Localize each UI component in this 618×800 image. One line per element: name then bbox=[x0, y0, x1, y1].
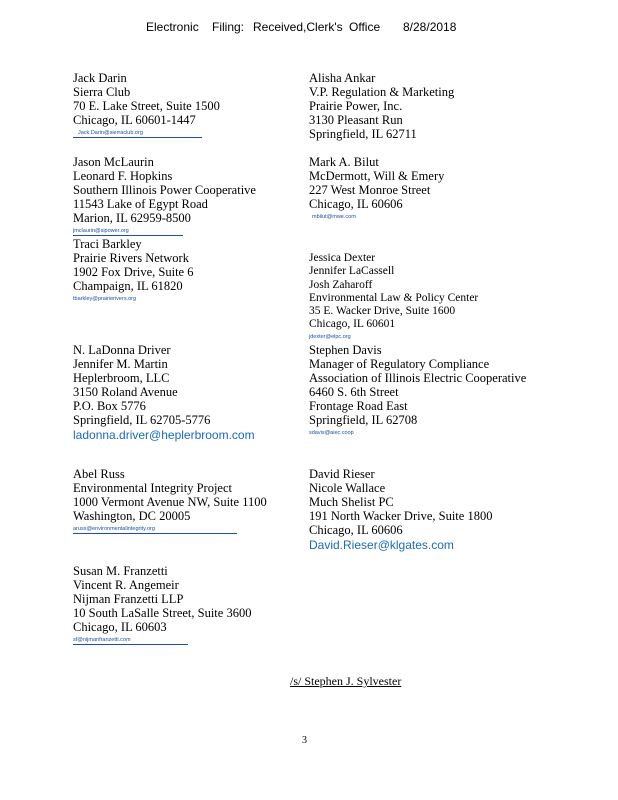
contact-title: V.P. Regulation & Marketing bbox=[309, 85, 455, 99]
contact-address: 10 South LaSalle Street, Suite 3600 bbox=[73, 606, 252, 620]
contact-jason-mclaurin bbox=[73, 155, 256, 236]
contact-name: Traci Barkley bbox=[73, 237, 142, 251]
contact-city: Marion, IL 62959-8500 bbox=[73, 211, 191, 225]
contact-name-3: Josh Zaharoff bbox=[309, 278, 373, 291]
contact-city: Chicago, IL 60603 bbox=[73, 620, 167, 634]
email-underline bbox=[73, 644, 188, 645]
contact-org: Nijman Franzetti LLP bbox=[73, 592, 184, 606]
contact-org: Association of Illinois Electric Cooperative bbox=[309, 371, 527, 385]
contact-org: Southern Illinois Power Cooperative bbox=[73, 183, 256, 197]
contact-address: 1000 Vermont Avenue NW, Suite 1100 bbox=[73, 495, 267, 509]
contact-traci-barkley bbox=[73, 237, 193, 303]
contact-susan-franzetti bbox=[73, 564, 251, 645]
contact-address: 11543 Lake of Egypt Road bbox=[73, 197, 208, 211]
contact-name-2: Jennifer LaCassell bbox=[309, 265, 395, 278]
contact-email[interactable]: ladonna.driver@heplerbroom.com bbox=[73, 428, 255, 442]
contact-name: Jessica Dexter bbox=[309, 252, 376, 264]
contact-city: Chicago, IL 60601-1447 bbox=[73, 113, 196, 127]
contact-org: Much Shelist PC bbox=[309, 495, 394, 509]
contact-address: 1902 Fox Drive, Suite 6 bbox=[73, 265, 194, 279]
contact-name-2: Jennifer M. Martin bbox=[73, 357, 168, 371]
contact-name: Jason McLaurin bbox=[73, 155, 154, 169]
header-filing: Filing: bbox=[212, 20, 245, 34]
contact-email[interactable]: mbilut@mwe.com bbox=[312, 214, 356, 220]
signature-line: /s/ Stephen J. Sylvester bbox=[290, 674, 402, 688]
contact-address-2: Frontage Road East bbox=[309, 399, 408, 413]
contact-org: Heplerbroom, LLC bbox=[73, 371, 170, 385]
contact-org: Sierra Club bbox=[73, 85, 131, 99]
contact-address: 191 North Wacker Drive, Suite 1800 bbox=[309, 509, 493, 523]
contact-email[interactable]: jmclaurin@sipower.org bbox=[73, 228, 129, 234]
email-underline bbox=[73, 235, 183, 236]
contact-email[interactable]: sdavis@aiec.coop bbox=[309, 430, 354, 436]
email-underline bbox=[73, 533, 237, 534]
contact-address: 227 West Monroe Street bbox=[309, 183, 431, 197]
contact-email[interactable]: David.Rieser@klgates.com bbox=[309, 538, 454, 552]
contact-address: 6460 S. 6th Street bbox=[309, 385, 399, 399]
contact-name: N. LaDonna Driver bbox=[73, 343, 171, 357]
contact-name-2: Leonard F. Hopkins bbox=[73, 169, 173, 183]
contact-address: 70 E. Lake Street, Suite 1500 bbox=[73, 99, 220, 113]
contact-city: Springfield, IL 62711 bbox=[309, 127, 417, 141]
contact-title: Manager of Regulatory Compliance bbox=[309, 357, 490, 371]
contact-name-2: Vincent R. Angemeir bbox=[73, 578, 179, 592]
email-underline bbox=[73, 137, 202, 138]
contact-city: Springfield, IL 62708 bbox=[309, 413, 418, 427]
contact-name: Abel Russ bbox=[73, 467, 125, 481]
contact-jack-darin bbox=[73, 71, 220, 138]
contact-po-box: P.O. Box 5776 bbox=[73, 399, 146, 413]
contact-email[interactable]: tbarkley@prairierivers.org bbox=[73, 296, 137, 302]
header-office: Office bbox=[349, 20, 381, 34]
header-date: 8/28/2018 bbox=[403, 20, 457, 34]
contact-david-rieser bbox=[309, 467, 492, 553]
contact-city: Champaign, IL 61820 bbox=[73, 279, 183, 293]
contact-address: 3130 Pleasant Run bbox=[309, 113, 403, 127]
contact-org: Prairie Power, Inc. bbox=[309, 99, 403, 113]
header-received: Received,Clerk's bbox=[253, 20, 343, 34]
contact-name: David Rieser bbox=[309, 467, 375, 481]
filing-stamp-header bbox=[0, 20, 618, 36]
contact-address: 35 E. Wacker Drive, Suite 1600 bbox=[309, 305, 456, 318]
contact-email[interactable]: sf@nijmanfranzetti.com bbox=[73, 637, 131, 643]
contact-name: Susan M. Franzetti bbox=[73, 564, 168, 578]
contact-name: Stephen Davis bbox=[309, 343, 382, 357]
contact-ladonna-driver bbox=[73, 343, 255, 443]
contact-email[interactable]: Jack.Darin@sierraclub.org bbox=[78, 130, 143, 136]
contact-name: Jack Darin bbox=[73, 71, 127, 85]
page-number: 3 bbox=[302, 735, 307, 746]
contact-stephen-davis bbox=[309, 343, 526, 437]
contact-city: Chicago, IL 60601 bbox=[309, 318, 396, 331]
contact-city: Washington, DC 20005 bbox=[73, 509, 191, 523]
contact-org: Environmental Law & Policy Center bbox=[309, 291, 479, 304]
contact-name: Alisha Ankar bbox=[309, 71, 376, 85]
contact-jessica-dexter bbox=[309, 251, 478, 341]
contact-org: Prairie Rivers Network bbox=[73, 251, 189, 265]
contact-email[interactable]: aruss@environmentalintegrity.org bbox=[73, 526, 155, 532]
contact-email[interactable]: jdexter@elpc.org bbox=[309, 333, 351, 340]
contact-address: 3150 Roland Avenue bbox=[73, 385, 178, 399]
contact-mark-bilut bbox=[309, 155, 444, 221]
contact-city: Springfield, IL 62705-5776 bbox=[73, 413, 211, 427]
contact-name-2: Nicole Wallace bbox=[309, 481, 386, 495]
contact-org: McDermott, Will & Emery bbox=[309, 169, 445, 183]
contact-org: Environmental Integrity Project bbox=[73, 481, 232, 495]
contact-city: Chicago, IL 60606 bbox=[309, 197, 403, 211]
contact-alisha-ankar bbox=[309, 71, 454, 141]
contact-name: Mark A. Bilut bbox=[309, 155, 379, 169]
contact-city: Chicago, IL 60606 bbox=[309, 523, 403, 537]
header-electronic: Electronic bbox=[146, 20, 199, 34]
contact-abel-russ bbox=[73, 467, 267, 534]
